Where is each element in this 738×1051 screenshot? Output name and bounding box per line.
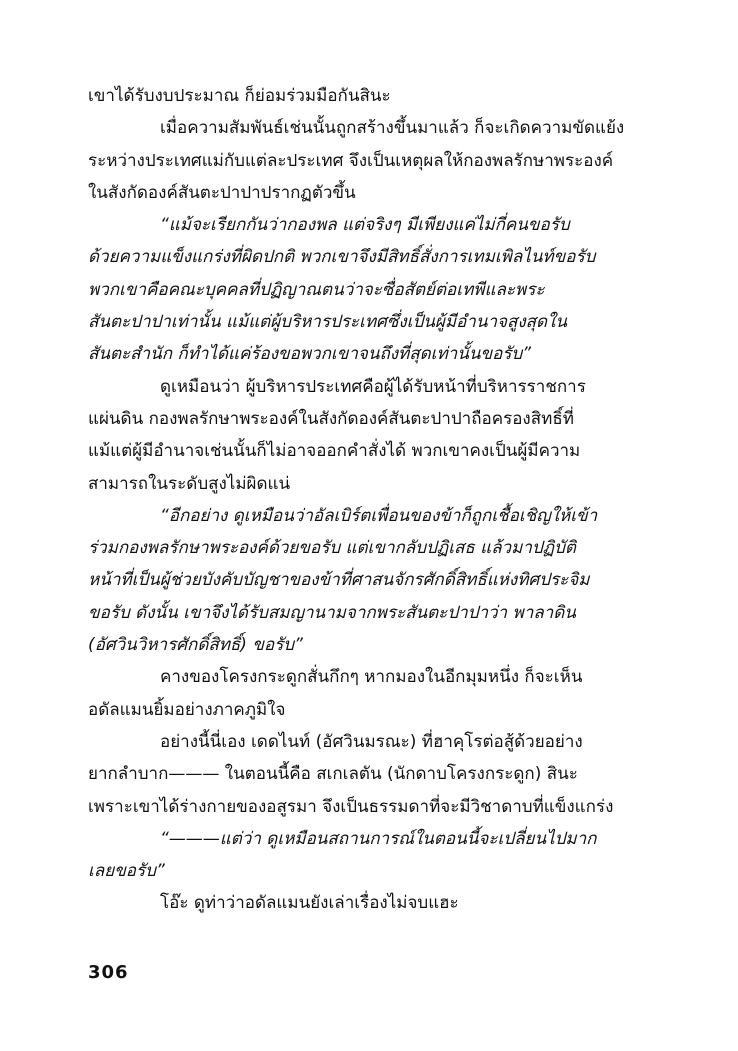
text-line: ดูเหมือนว่า ผู้บริหารประเทศคือผู้ได้รับหน้าที่บริหารราชการ [160,376,586,397]
text-line: โอ๊ะ ดูท่าว่าอดัลแมนยังเล่าเรื่องไม่จบแฮะ [160,893,459,914]
text-line: ยากลำบาก——— ในตอนนี้คือ สเกเลตัน (นักดาบโครงกระดูก) สินะ [88,764,578,785]
text-line: เขาได้รับงบประมาณ ก็ย่อมร่วมมือกันสินะ [88,86,391,106]
dialogue-line: พวกเขาคือคณะบุคคลที่ปฏิญาณตนว่าจะซื่อสัตย์ต่อเทพีและพระ [88,279,545,300]
dialogue-line: “แม้จะเรียกกันว่ากองพล แต่จริงๆ มีเพียงแค่ไม่กี่คนขอรับ [160,215,570,236]
text-line: อดัลแมนยิ้มอย่างภาคภูมิใจ [88,699,286,720]
dialogue-line: สันตะปาปาเท่านั้น แม้แต่ผู้บริหารประเทศซึ่งเป็นผู้มีอำนาจสูงสุดใน [88,312,567,333]
text-line: แม้แต่ผู้มีอำนาจเช่นนั้นก็ไม่อาจออกคำสั่งได้ พวกเขาคงเป็นผู้มีความ [88,441,581,462]
dialogue-line: หน้าที่เป็นผู้ช่วยบังคับบัญชาของข้าที่ศาสนจักรศักดิ์สิทธิ์แห่งทิศประจิม [88,570,590,591]
text-line: ระหว่างประเทศแม่กับแต่ละประเทศ จึงเป็นเหตุผลให้กองพลรักษาพระองค์ [88,150,614,171]
dialogue-line: เลยขอรับ” [88,861,165,882]
dialogue-line: ร่วมกองพลรักษาพระองค์ด้วยขอรับ แต่เขากลับปฏิเสธ แล้วมาปฏิบัติ [88,538,576,559]
dialogue-line: ด้วยความแข็งแกร่งที่ผิดปกติ พวกเขาจึงมีสิทธิ์สั่งการเทมเพิลไนท์ขอรับ [88,247,596,268]
text-line: คางของโครงกระดูกสั่นกึกๆ หากมองในอีกมุมหนึ่ง ก็จะเห็น [160,667,583,688]
text-line: เมื่อความสัมพันธ์เช่นนั้นถูกสร้างขึ้นมาแล้ว ก็จะเกิดความขัดแย้ง [160,118,625,139]
text-line: สามารถในระดับสูงไม่ผิดแน่ [88,473,291,494]
dialogue-line: “———แต่ว่า ดูเหมือนสถานการณ์ในตอนนี้จะเปลี่ยนไปมาก [160,828,597,849]
text-line: แผ่นดิน กองพลรักษาพระองค์ในสังกัดองค์สันตะปาปาถือครองสิทธิ์ที่ [88,408,574,429]
dialogue-line: “อีกอย่าง ดูเหมือนว่าอัลเบิร์ตเพื่อนของข้าก็ถูกเชื้อเชิญให้เข้า [160,505,598,526]
dialogue-line: (อัศวินวิหารศักดิ์สิทธิ์) ขอรับ” [88,635,303,656]
dialogue-line: ขอรับ ดังนั้น เขาจึงได้รับสมญานามจากพระสันตะปาปาว่า พาลาดิน [88,602,576,623]
dialogue-line: สันตะสำนัก ก็ทำได้แค่ร้องขอพวกเขาจนถึงที่สุดเท่านั้นขอรับ” [88,344,532,365]
text-line: เพราะเขาได้ร่างกายของอสูรมา จึงเป็นธรรมดาที่จะมีวิชาดาบที่แข็งแกร่ง [88,796,614,817]
body-text [88,80,650,920]
page-number: 306 [88,962,129,983]
text-line: อย่างนี้นี่เอง เดดไนท์ (อัศวินมรณะ) ที่ฮาคุโรต่อสู้ด้วยอย่าง [160,731,583,752]
text-line: ในสังกัดองค์สันตะปาปาปรากฏตัวขึ้น [88,182,356,203]
